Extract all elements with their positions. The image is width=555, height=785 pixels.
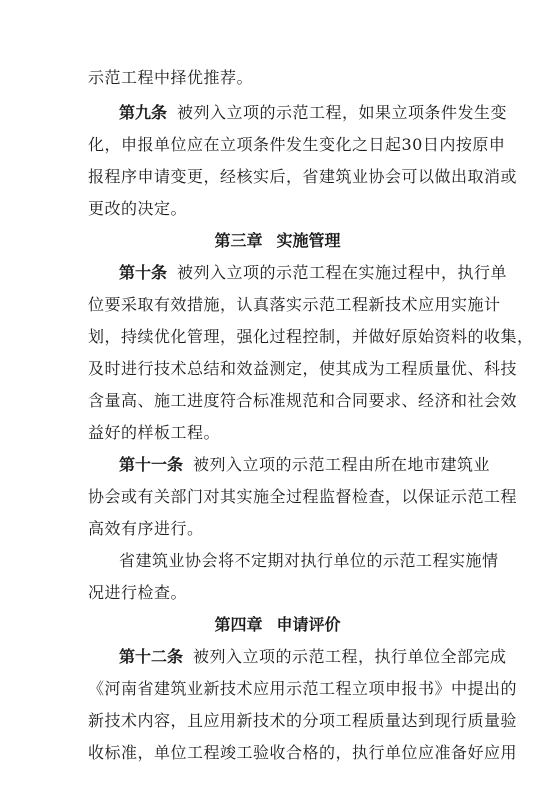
article-10-line xyxy=(119,258,508,288)
chapter-title: 实施管理 xyxy=(276,231,341,250)
chapter-title: 申请评价 xyxy=(276,615,341,634)
article-12-line xyxy=(119,642,507,672)
text-line: 被列入立项的示范工程，如果立项条件发生变 xyxy=(177,103,508,122)
article-number: 第十条 xyxy=(119,263,168,282)
text-line: 化，申报单位应在立项条件发生变化之日起30日内按原申 xyxy=(88,135,506,154)
text-line: 位要采取有效措施，认真落实示范工程新技术应用实施计 xyxy=(88,295,501,314)
text-line: 被列入立项的示范工程由所在地市建筑业 xyxy=(193,455,491,474)
text-line: 收标准，单位工程竣工验收合格的，执行单位应准备好应用 xyxy=(88,743,518,762)
text-line: 被列入立项的示范工程，执行单位全部完成 xyxy=(193,647,507,666)
article-11-line xyxy=(119,450,491,480)
chapter-number: 第四章 xyxy=(214,615,263,634)
text-line: 协会或有关部门对其实施全过程监督检查，以保证示范工程 xyxy=(88,487,518,506)
article-number: 第九条 xyxy=(119,103,168,122)
text-line: 更改的决定。 xyxy=(88,199,188,218)
text-line: 况进行检查。 xyxy=(88,583,188,602)
text-line: 省建筑业协会将不定期对执行单位的示范工程实施情 xyxy=(119,551,499,570)
article-number: 第十一条 xyxy=(119,455,184,474)
text-line: 新技术内容，且应用新技术的分项工程质量达到现行质量验 xyxy=(88,711,518,730)
text-line: 被列入立项的示范工程在实施过程中，执行单 xyxy=(177,263,508,282)
chapter-heading xyxy=(0,610,555,640)
text-line: 含量高、施工进度符合标准规范和合同要求、经济和社会效 xyxy=(88,391,518,410)
text-line: 高效有序进行。 xyxy=(88,519,204,538)
text-line: 及时进行技术总结和效益测定，使其成为工程质量优、科技 xyxy=(88,359,518,378)
article-9-line xyxy=(119,98,508,128)
text-line: 益好的样板工程。 xyxy=(88,423,221,442)
text-line: 划，持续优化管理，强化过程控制，并做好原始资料的收集， xyxy=(88,327,534,346)
chapter-number: 第三章 xyxy=(214,231,263,250)
text-line: 《河南省建筑业新技术应用示范工程立项申报书》中提出的 xyxy=(88,679,518,698)
chapter-heading xyxy=(0,226,555,256)
article-number: 第十二条 xyxy=(119,647,184,666)
text-line: 报程序申请变更，经核实后，省建筑业协会可以做出取消或 xyxy=(88,167,518,186)
text-line: 示范工程中择优推荐。 xyxy=(88,68,254,87)
